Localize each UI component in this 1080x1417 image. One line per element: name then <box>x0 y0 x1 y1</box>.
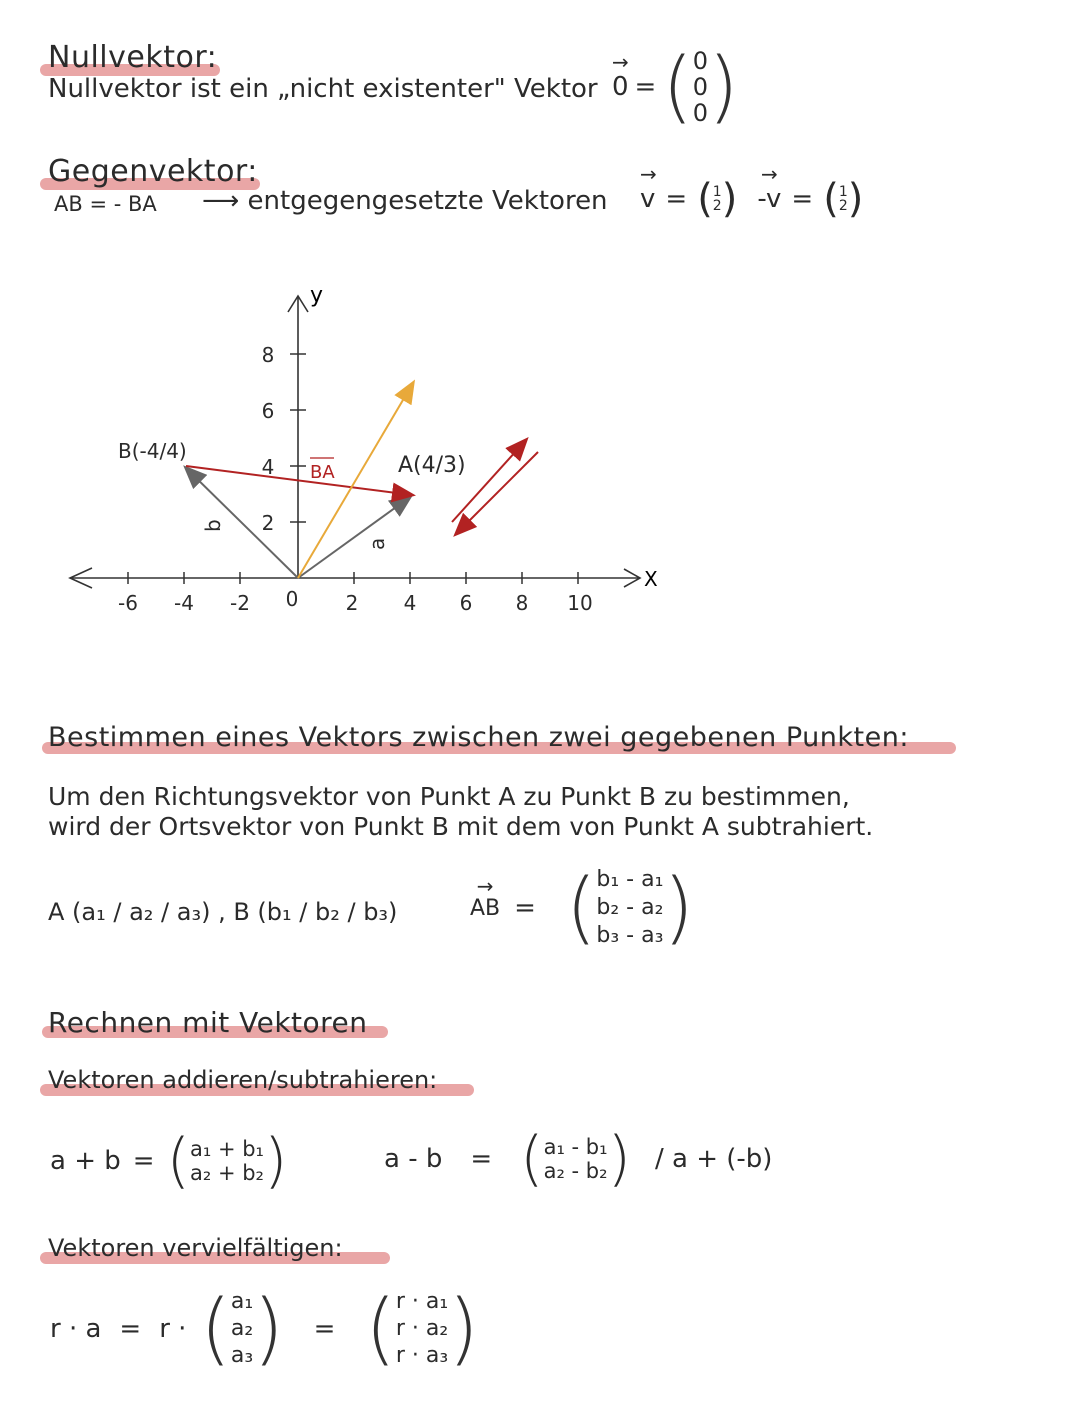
col-entry: a₂ - b₂ <box>543 1159 608 1183</box>
addition-formula <box>50 1126 287 1196</box>
rechnen-title: Rechnen mit Vektoren <box>48 1006 368 1039</box>
ab-symbol: → AB <box>470 896 500 921</box>
mul-lhs: r · a <box>50 1313 102 1344</box>
y-tick-label: 4 <box>261 455 275 479</box>
left-paren: ( <box>166 1126 190 1196</box>
right-paren: ) <box>448 1283 479 1374</box>
col-entry: a₁ <box>230 1289 254 1314</box>
col-entry: 1 <box>712 184 722 200</box>
right-paren: ) <box>708 42 739 132</box>
y-tick-label: 8 <box>261 343 275 367</box>
equals-sign: = <box>791 184 814 214</box>
zero-vector-symbol: → 0 <box>612 72 629 102</box>
sub-column <box>544 1135 608 1183</box>
x-tick-label: 10 <box>567 591 593 615</box>
right-paren: ) <box>847 176 864 222</box>
left-paren: ( <box>365 1283 396 1374</box>
col-entry: r · a₁ <box>395 1289 449 1314</box>
nullvektor-column <box>693 48 708 126</box>
y-tick-label: 6 <box>261 399 275 423</box>
col-entry: 1 <box>838 184 848 200</box>
col-entry: b₂ - a₂ <box>596 895 664 920</box>
x-tick-label: -6 <box>118 591 138 615</box>
col-entry: 0 <box>692 99 709 127</box>
point-a-label: A(4/3) <box>398 453 466 478</box>
vector-b-label: b <box>201 519 225 532</box>
col-entry: 0 <box>692 47 709 75</box>
left-paren: ( <box>520 1124 544 1194</box>
gegenvektor-formula: AB = - BA <box>54 192 157 216</box>
ab-formula <box>470 863 694 953</box>
neg-v-symbol: → -v <box>757 184 781 214</box>
col-entry: a₂ <box>230 1316 254 1341</box>
bestimmen-line2: wird der Ortsvektor von Punkt B mit dem von Punkt A subtrahiert. <box>48 812 874 841</box>
vector-a <box>298 497 410 578</box>
gegenvektor-text: ⟶ entgegengesetzte Vektoren <box>202 186 608 216</box>
col-entry: 2 <box>712 198 722 214</box>
x-tick-label: -2 <box>230 591 250 615</box>
point-b-label: B(-4/4) <box>118 439 187 463</box>
col-entry: a₃ <box>230 1343 254 1368</box>
x-tick-label: 6 <box>459 591 473 615</box>
col-entry: b₁ - a₁ <box>596 867 664 892</box>
col-entry: a₁ + b₁ <box>189 1137 264 1161</box>
left-paren: ( <box>565 863 597 953</box>
x-tick-label: 0 <box>285 587 299 611</box>
left-paren: ( <box>823 176 839 222</box>
col-entry: b₃ - a₃ <box>596 923 664 948</box>
x-axis-label: X <box>644 567 658 591</box>
coordinate-graph <box>0 270 1080 670</box>
mul-scalar: r · <box>159 1313 187 1344</box>
subtraction-formula <box>384 1124 772 1194</box>
equals-sign: = <box>313 1313 336 1344</box>
red-vector-down <box>456 452 538 534</box>
y-tick-label: 2 <box>261 511 275 535</box>
col-entry: 0 <box>692 73 709 101</box>
col-entry: r · a₂ <box>395 1316 449 1341</box>
col-entry: r · a₃ <box>395 1343 449 1368</box>
mul-column-1 <box>231 1288 253 1369</box>
v-column <box>713 185 722 213</box>
x-tick-label: -4 <box>174 591 194 615</box>
col-entry: a₂ + b₂ <box>189 1161 264 1185</box>
addieren-subtitle: Vektoren addieren/subtrahieren: <box>48 1066 438 1094</box>
neg-v-column <box>839 185 848 213</box>
x-tick-label: 2 <box>345 591 359 615</box>
vector-a-label: a <box>365 537 389 550</box>
equals-sign: = <box>634 72 657 102</box>
equals-sign: = <box>119 1313 142 1344</box>
nullvektor-title: Nullvektor: <box>48 40 218 75</box>
col-entry: 2 <box>838 198 848 214</box>
right-paren: ) <box>253 1283 284 1374</box>
multiplication-formula <box>50 1283 479 1374</box>
right-paren: ) <box>263 1126 288 1196</box>
x-tick-label: 8 <box>515 591 529 615</box>
right-paren: ) <box>721 176 738 222</box>
vervielfaeltigen-subtitle: Vektoren vervielfältigen: <box>48 1234 343 1262</box>
y-axis-label: y <box>310 283 324 308</box>
gegenvektor-example <box>640 176 863 222</box>
bestimmen-title: Bestimmen eines Vektors zwischen zwei gegebenen Punkten: <box>48 722 909 753</box>
vector-ba-label: BA <box>310 462 335 483</box>
col-entry: a₁ - b₁ <box>543 1135 608 1159</box>
equals-sign: = <box>132 1146 155 1176</box>
add-lhs: a + b <box>50 1146 121 1176</box>
left-paren: ( <box>697 176 713 222</box>
bestimmen-line1: Um den Richtungsvektor von Punkt A zu Punkt B zu bestimmen, <box>48 782 850 811</box>
left-paren: ( <box>200 1283 231 1374</box>
equals-sign: = <box>665 184 688 214</box>
right-paren: ) <box>663 863 694 953</box>
equals-sign: = <box>514 893 536 923</box>
add-column <box>190 1137 264 1185</box>
vector-ba <box>186 466 412 495</box>
v-symbol: → v <box>640 184 655 214</box>
mul-column-2 <box>396 1288 448 1369</box>
left-paren: ( <box>662 42 693 132</box>
nullvektor-text: Nullvektor ist ein „nicht existenter" Vektor <box>48 74 598 104</box>
sub-lhs: a - b <box>384 1144 443 1174</box>
ab-column <box>596 866 663 950</box>
alternative-formula: / a + (-b) <box>654 1144 773 1174</box>
x-tick-label: 4 <box>403 591 417 615</box>
gegenvektor-title: Gegenvektor: <box>48 154 258 189</box>
nullvektor-formula <box>612 42 739 132</box>
equals-sign: = <box>470 1144 493 1174</box>
points-definition: A (a₁ / a₂ / a₃) , B (b₁ / b₂ / b₃) <box>48 898 398 926</box>
right-paren: ) <box>607 1124 631 1194</box>
